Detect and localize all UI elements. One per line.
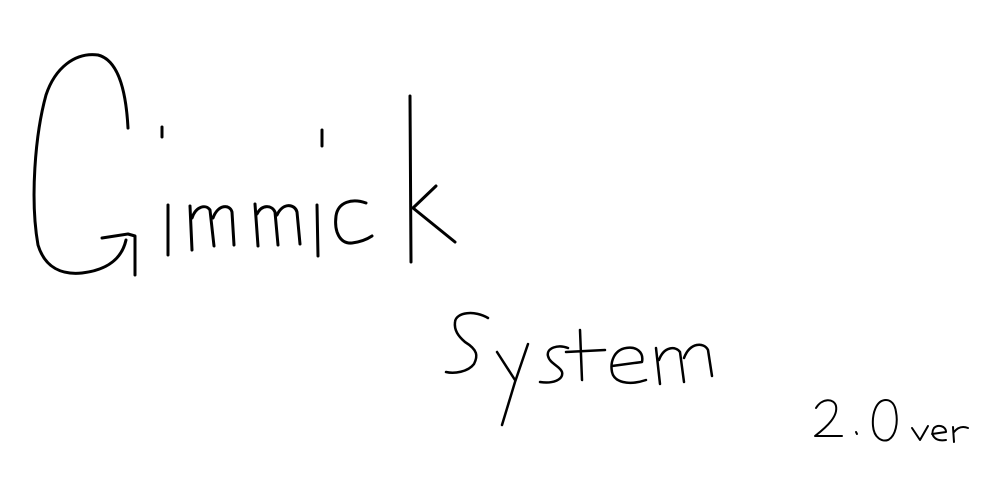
letter-k	[410, 96, 455, 262]
letter-g	[34, 55, 135, 275]
letter-e-small	[932, 426, 946, 440]
letter-y	[497, 344, 528, 425]
decimal-point	[856, 432, 857, 434]
word-gimmick	[34, 55, 455, 275]
letter-s	[446, 313, 488, 373]
letter-c	[336, 201, 372, 243]
letter-t	[566, 330, 605, 380]
letter-s-small	[540, 346, 568, 382]
letter-i-1	[162, 127, 168, 255]
letter-r	[953, 427, 968, 442]
version-mark	[815, 400, 968, 442]
letter-e	[612, 348, 646, 383]
digit-2	[815, 400, 842, 436]
letter-m-3	[656, 345, 712, 384]
letter-v	[912, 426, 928, 440]
letter-m-2	[255, 204, 300, 246]
letter-i-2	[317, 130, 322, 256]
word-system	[446, 313, 712, 425]
digit-0	[873, 400, 897, 440]
letter-m-1	[190, 206, 234, 250]
